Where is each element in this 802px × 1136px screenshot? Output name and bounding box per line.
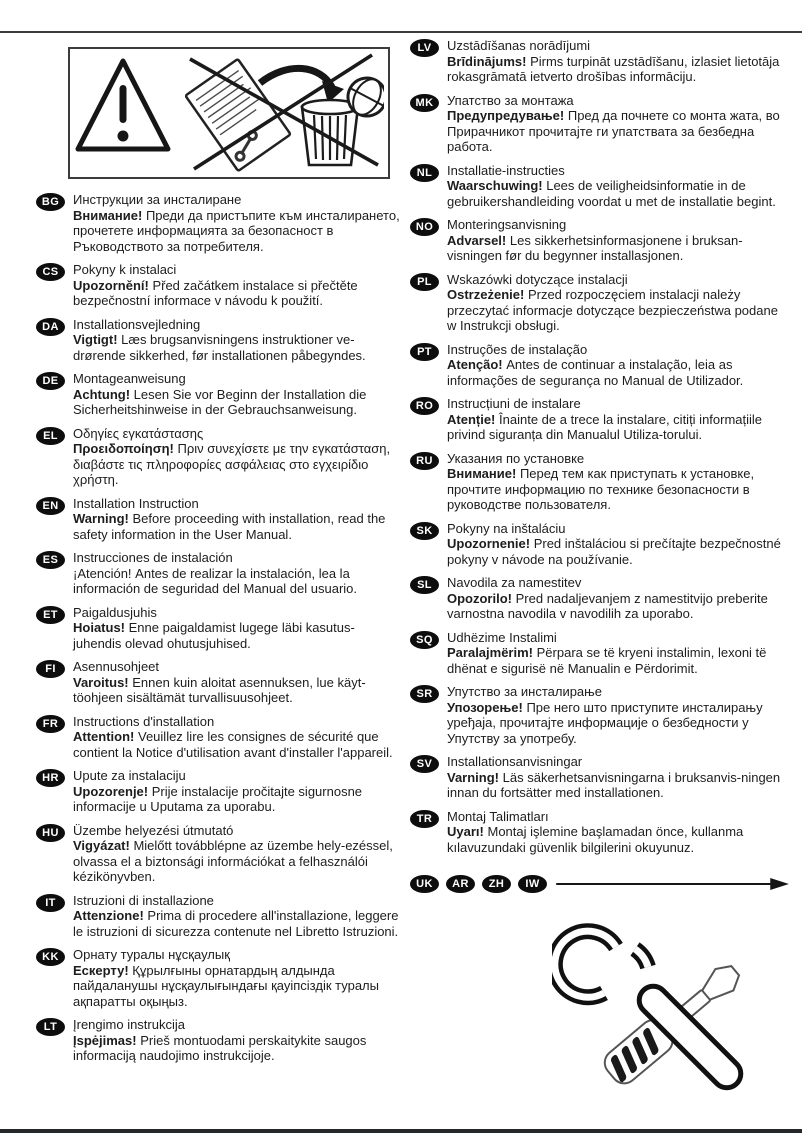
entry-text-block (447, 754, 790, 801)
entry-text-block (447, 396, 790, 443)
language-entry (410, 451, 790, 513)
entry-title: Udhëzime Instalimi (447, 629, 557, 645)
entry-body (73, 332, 402, 363)
entry-description: Antes de realizar la instalación, lea la información de seguridad del Manual del usuario. (73, 565, 358, 596)
language-code-badge: PL (410, 273, 439, 291)
language-code-badge: FR (36, 715, 65, 733)
language-code-badge: NO (410, 218, 439, 236)
entry-text-block (73, 1017, 402, 1064)
entry-text-block (73, 262, 402, 309)
warning-word: Paralajmërim! (447, 645, 533, 660)
entry-text-block (73, 426, 402, 488)
language-entry (36, 262, 402, 309)
language-code-badge: DA (36, 318, 65, 336)
warning-word: Vigyázat! (73, 838, 130, 853)
language-code-badge: EN (36, 497, 65, 515)
entry-description: Læs brugsanvisningens instruktioner ve-drørende sikkerhed, før installationen påbegyndes. (73, 332, 366, 363)
language-code-badge: SL (410, 576, 439, 594)
entry-body (447, 700, 790, 747)
entry-title: Monteringsanvisning (447, 217, 567, 232)
entry-text-block (73, 714, 402, 761)
language-code-badge: NL (410, 164, 439, 182)
entry-description: Przed rozpoczęciem instalacji należy przeczytać informacje dotyczące bezpieczeństwa podane w Instrukcji obsługi. (447, 287, 778, 333)
language-code-badge: SK (410, 522, 439, 540)
entry-title: Указания по установке (447, 450, 585, 466)
entry-body (73, 566, 402, 597)
entry-text-block (447, 342, 790, 389)
entry-description: Пред да почнете со монта жата, во Прирачникот прочитајте ги упатствата за безбедна работа. (447, 108, 780, 154)
warning-word: Upozornenie! (447, 536, 531, 551)
warning-word: Предупредување! (447, 108, 565, 123)
entry-description: Montaj işlemine başlamadan önce, kullanma kılavuzundaki güvenlik bilgilerini okuyunuz. (447, 824, 744, 855)
entry-title: Wskazówki dotyczące instalacji (447, 271, 628, 287)
warning-word: Hoiatus! (73, 620, 125, 635)
language-code-badge: PT (410, 343, 439, 361)
language-code-badge: SR (410, 685, 439, 703)
language-entry (36, 550, 402, 597)
entry-body (73, 908, 402, 939)
entry-title: Üzembe helyezési útmutató (73, 822, 234, 838)
entry-description: Enne paigaldamist lugege läbi kasutus-juhendis olevad ohutusjuhised. (73, 620, 355, 651)
entry-title: Instruções de instalação (447, 341, 588, 357)
language-code-badge: HU (36, 824, 65, 842)
entry-body (447, 645, 790, 676)
entry-description: Antes de continuar a instalação, leia as informações de segurança no Manual de Utilizador. (447, 357, 744, 388)
entry-title: Орнату туралы нұсқаулық (73, 947, 230, 962)
entry-text-block (447, 163, 790, 210)
entry-body (73, 675, 402, 706)
entry-body (73, 441, 402, 488)
language-code-badge-uk: UK (410, 875, 439, 893)
wrench-icon (555, 931, 747, 1093)
warning-word: Upozorenje! (73, 783, 149, 799)
language-code-badge: KK (36, 948, 65, 966)
language-entry (36, 317, 402, 364)
language-entry (36, 659, 402, 706)
entry-body (447, 54, 790, 85)
entry-body (447, 536, 790, 567)
language-entry (410, 521, 790, 568)
language-code-badge: SQ (410, 631, 439, 649)
language-entry (410, 342, 790, 389)
language-entry (410, 217, 790, 264)
entry-body (73, 784, 402, 815)
language-entry (410, 38, 790, 85)
entry-body (447, 357, 790, 388)
entry-title: Asennusohjeet (73, 659, 160, 674)
language-entry (36, 1017, 402, 1064)
language-code-badge: SV (410, 755, 439, 773)
language-entry (410, 630, 790, 677)
entry-text-block (447, 217, 790, 264)
entry-text-block (73, 317, 402, 364)
entry-description: Prieš montuodami perskaitykite saugos informaciją naudojimo instrukcijoje. (73, 1032, 367, 1063)
language-code-badge: ES (36, 551, 65, 569)
right-arrow-icon (554, 877, 790, 891)
language-code-badge: IT (36, 894, 65, 912)
warning-word: Atenção! (447, 357, 503, 372)
language-entry (36, 371, 402, 418)
language-code-badge: RO (410, 397, 439, 415)
warning-word: Упозорење! (447, 699, 523, 715)
language-code-badge: HR (36, 769, 65, 787)
language-entry (410, 575, 790, 622)
warning-word: Attention! (73, 729, 135, 744)
entry-title: Uzstādīšanas norādījumi (447, 38, 591, 53)
entry-title: Installation Instruction (73, 495, 199, 511)
warning-word: Ескерту! (73, 962, 129, 978)
entry-body (73, 511, 402, 542)
entry-body (73, 963, 402, 1010)
trash-can-icon (302, 100, 358, 165)
entry-body (447, 770, 790, 801)
language-code-badge: RU (410, 452, 439, 470)
language-code-badge-ar: AR (446, 875, 475, 893)
entry-title: Pokyny na inštaláciu (447, 520, 566, 536)
entry-text-block (447, 38, 790, 85)
entry-description: Пре него што приступите инсталирању уређаја, прочитајте информације о безбедности у Упутству за употребу. (447, 699, 763, 746)
entry-body (447, 178, 790, 209)
entry-text-block (73, 496, 402, 543)
warning-word: Atenție! (447, 411, 496, 427)
language-code-badge: DE (36, 372, 65, 390)
entry-text-block (447, 521, 790, 568)
entry-description: Mielőtt továbblépne az üzembe hely-ezéssel, olvassa el a biztonsági információkat a felhasználói kézikönyvben. (73, 838, 393, 884)
warning-word: Opozorilo! (447, 590, 512, 606)
entry-body (73, 838, 402, 885)
left-column (36, 47, 402, 1072)
right-entry-list (410, 38, 790, 855)
entry-text-block (447, 272, 790, 334)
warning-word: Vigtigt! (73, 332, 118, 347)
entry-text-block (73, 823, 402, 885)
language-entry (36, 893, 402, 940)
warning-word: Varoitus! (73, 674, 129, 690)
warning-word: Προειδοποίηση! (73, 441, 174, 456)
entry-description: Les sikkerhetsinformasjonene i bruksan-visningen før du begynner installasjonen. (447, 232, 743, 263)
entry-description: Перед тем как приступать к установке, прочтите информацию по технике безопасности в руководстве пользователя. (447, 466, 755, 512)
language-entry (36, 192, 402, 254)
language-entry (36, 605, 402, 652)
entry-body (73, 1033, 402, 1064)
entry-description: Pirms turpināt uzstādīšanu, izlasiet lietotāja rokasgrāmatā ietverto drošības informāciju. (447, 53, 780, 84)
entry-title: Instrucciones de instalación (73, 550, 233, 565)
entry-text-block (73, 192, 402, 254)
entry-title: Instrucțiuni de instalare (447, 396, 581, 411)
entry-text-block (73, 768, 402, 815)
entry-title: Инструкции за инсталиране (73, 192, 242, 207)
warning-word: Внимание! (73, 207, 143, 223)
entry-body (447, 412, 790, 443)
entry-title: Упатство за монтажа (447, 92, 574, 108)
language-code-badge: EL (36, 427, 65, 445)
warning-triangle-icon (78, 61, 168, 149)
entry-body (73, 208, 402, 255)
entry-title: Instructions d'installation (73, 713, 215, 729)
entry-title: Οδηγίες εγκατάστασης (73, 425, 204, 441)
do-not-discard-icon (70, 49, 384, 173)
language-code-badge: CS (36, 263, 65, 281)
page-bottom-rule (0, 1129, 802, 1133)
entry-title: Montageanweisung (73, 371, 186, 386)
language-entry (410, 396, 790, 443)
entry-title: Упутство за инсталирање (447, 684, 602, 699)
entry-description: Πριν συνεχίσετε με την εγκατάσταση, διαβάστε τις πληροφορίες ασφάλειας στο εγχειρίδιο χρήστη. (73, 441, 391, 487)
entry-text-block (447, 575, 790, 622)
entry-body (447, 108, 790, 155)
warning-word: Varning! (447, 769, 500, 785)
warning-word: Attenzione! (73, 908, 144, 923)
entry-description: Läs säkerhetsanvisningarna i bruksanvis-ningen innan du fortsätter med installationen. (447, 769, 781, 800)
entry-description: Înainte de a trece la instalare, citiți informațiile privind siguranța din Manualul Utiliza-torului. (447, 411, 763, 442)
entry-text-block (73, 605, 402, 652)
warning-word: ¡Atención! (73, 565, 132, 581)
entry-text-block (447, 451, 790, 513)
entry-body (447, 466, 790, 513)
entry-title: Montaj Talimatları (447, 808, 549, 824)
entry-title: Istruzioni di installazione (73, 892, 214, 908)
entry-title: Pokyny k instalaci (73, 262, 177, 277)
language-code-badge: LV (410, 39, 439, 57)
entry-description: Преди да пристъпите към инсталирането, прочетете информацията за безопасност в Ръководството за потребителя. (73, 207, 400, 254)
language-entry (410, 163, 790, 210)
entry-description: Pred nadaljevanjem z namestitvijo preberite varnostna navodila v navodilih za uporabo. (447, 590, 768, 621)
language-code-badge-iw: IW (518, 875, 547, 893)
language-entry (36, 714, 402, 761)
language-entry (410, 754, 790, 801)
language-code-badge: TR (410, 810, 439, 828)
entry-description: Përpara se të kryeni instalimin, lexoni të dhënat e sigurisë në Manualin e Përdorimit. (447, 645, 767, 676)
entry-description: Құрылғыны орнатардың алдында пайдаланушы нұсқаулығындағы қауіпсіздік туралы ақпаратты оқыңыз. (73, 962, 379, 1009)
entry-body (447, 591, 790, 622)
warning-word: Waarschuwing! (447, 178, 543, 193)
entry-description: Prima di procedere all'installazione, leggere le istruzioni di sicurezza contenute nel Libretto Istruzioni. (73, 908, 399, 939)
entry-description: Ennen kuin aloitat asennuksen, lue käyt-töohjeen sisältämät turvallisuusohjeet. (73, 674, 366, 705)
entry-body (447, 233, 790, 264)
entry-text-block (73, 947, 402, 1009)
language-entry (36, 947, 402, 1009)
entry-text-block (447, 809, 790, 856)
language-code-badge: BG (36, 193, 65, 211)
entry-text-block (447, 684, 790, 746)
entry-title: Installationsvejledning (73, 316, 201, 332)
entry-text-block (73, 550, 402, 597)
entry-description: Lees de veiligheidsinformatie in de gebruikershandleiding voordat u met de installatie begint. (447, 178, 776, 209)
entry-description: Před začátkem instalace si přečtěte bezpečnostní informace v návodu k použití. (73, 277, 358, 308)
language-entry (410, 272, 790, 334)
entry-title: Įrengimo instrukcija (73, 1017, 185, 1032)
entry-body (73, 620, 402, 651)
entry-body (73, 729, 402, 760)
language-entry (410, 809, 790, 856)
rtl-languages-row (410, 875, 790, 893)
entry-text-block (447, 630, 790, 677)
entry-description: Prije instalacije pročitajte sigurnosne informacije u Uputama za uporabu. (73, 783, 363, 814)
entry-body (73, 387, 402, 418)
entry-title: Upute za instalaciju (73, 768, 186, 783)
language-entry (410, 684, 790, 746)
entry-body (447, 287, 790, 334)
entry-text-block (73, 659, 402, 706)
entry-description: Before proceeding with installation, read the safety information in the User Manual. (73, 511, 386, 542)
warning-word: Advarsel! (447, 232, 507, 248)
right-column (410, 38, 790, 1105)
language-code-badge: MK (410, 94, 439, 112)
language-code-badge: ET (36, 606, 65, 624)
entry-text-block (447, 93, 790, 155)
language-entry (36, 496, 402, 543)
warning-word: Внимание! (447, 466, 517, 481)
page-top-rule (0, 31, 802, 33)
entry-title: Paigaldusjuhis (73, 604, 157, 620)
warning-word: Warning! (73, 511, 129, 526)
wrench-screwdriver-illustration (552, 905, 788, 1105)
entry-body (447, 824, 790, 855)
language-entry (36, 768, 402, 815)
entry-description: Veuillez lire les consignes de sécurité que contient la Notice d'utilisation avant d'installer l'appareil. (73, 729, 393, 760)
entry-description: Pred inštaláciou si prečítajte bezpečnostné pokyny v návode na používanie. (447, 536, 781, 567)
warning-word: Uyarı! (447, 824, 484, 839)
language-code-badge: LT (36, 1018, 65, 1036)
entry-title: Installationsanvisningar (447, 754, 583, 769)
warning-word: Brīdinājums! (447, 53, 527, 69)
entry-body (73, 278, 402, 309)
warning-word: Ostrzeżenie! (447, 287, 525, 302)
warning-word: Achtung! (73, 386, 131, 402)
do-not-discard-illustration (68, 47, 390, 179)
language-code-badge-zh: ZH (482, 875, 511, 893)
entry-title: Navodila za namestitev (447, 575, 582, 590)
language-entry (36, 823, 402, 885)
language-entry (36, 426, 402, 488)
entry-description: Lesen Sie vor Beginn der Installation die Sicherheitshinweise in der Gebrauchsanweisung. (73, 386, 367, 417)
entry-text-block (73, 893, 402, 940)
language-code-badge: FI (36, 660, 65, 678)
language-entry (410, 93, 790, 155)
left-entry-list (36, 192, 402, 1064)
warning-word: Įspėjimas! (73, 1032, 137, 1048)
warning-word: Upozornění! (73, 277, 149, 293)
entry-title: Installatie-instructies (447, 162, 565, 178)
entry-text-block (73, 371, 402, 418)
